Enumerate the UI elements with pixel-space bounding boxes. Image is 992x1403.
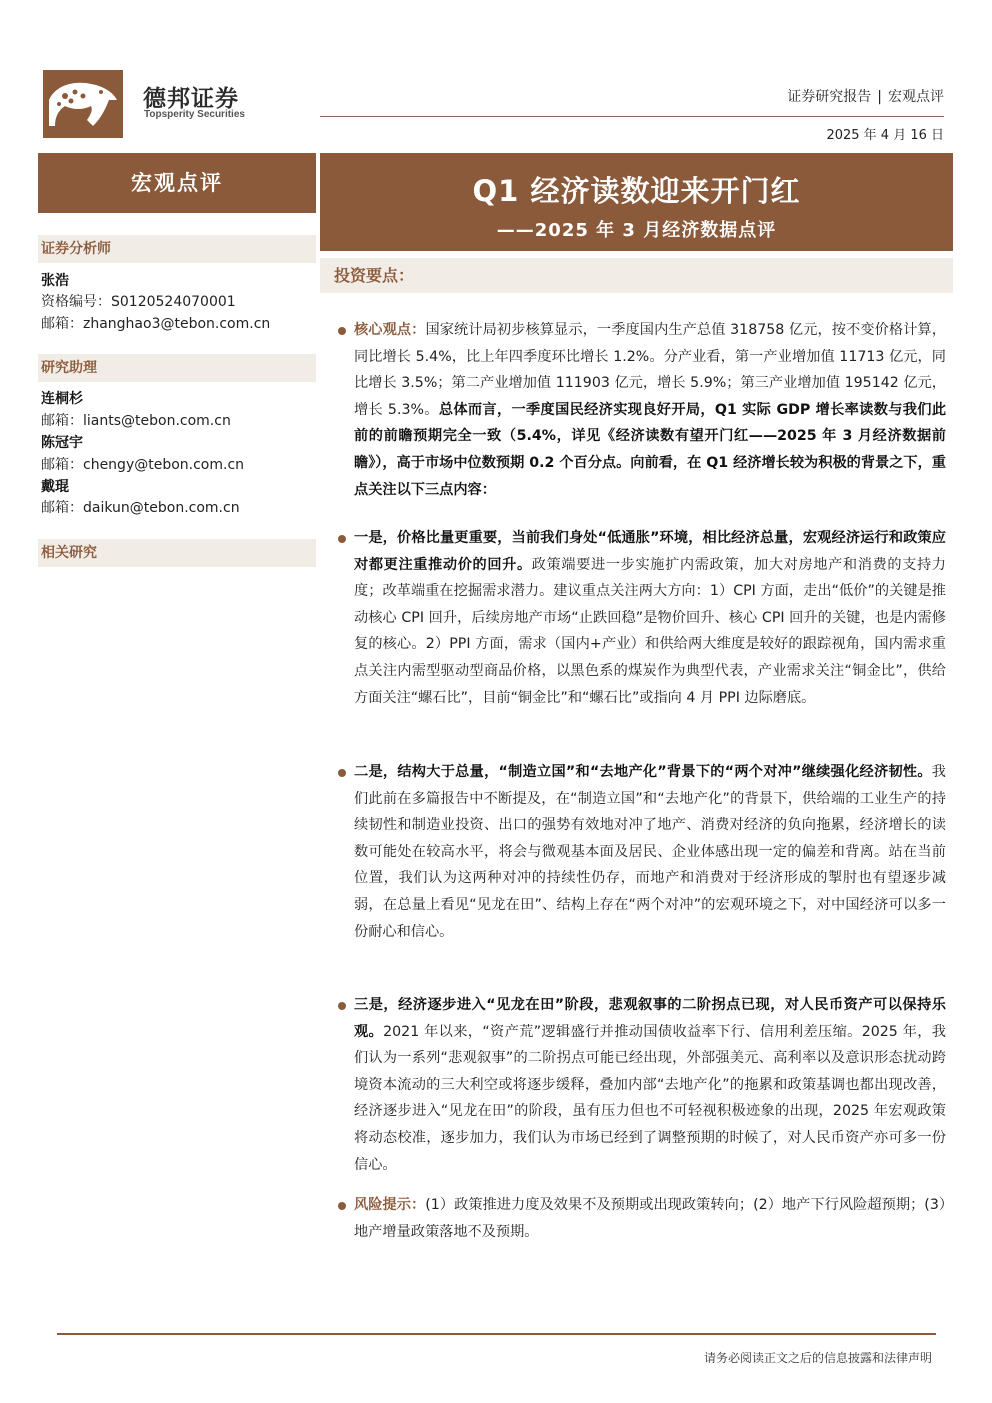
report-subtitle: ——2025 年 3 月经济数据点评 [496, 220, 777, 241]
logo-chinese-name: 德邦证券 [143, 86, 239, 112]
risk-paragraph [354, 1192, 946, 1245]
point-two-emphasis: 二是，结构大于总量，“制造立国”和“去地产化”背景下的“两个对冲”继续强化经济韧性。 [354, 764, 932, 780]
analyst-email: 邮箱：zhanghao3@tebon.com.cn [41, 316, 271, 332]
side-category-banner: 宏观点评 [38, 153, 316, 213]
assistant-email: 邮箱：chengy@tebon.com.cn [41, 457, 245, 473]
report-type-header [787, 86, 944, 106]
report-category: 宏观点评 [888, 89, 944, 105]
bullet-icon [338, 327, 346, 335]
header-separator: | [877, 89, 882, 105]
risk-text: (1）政策推进力度及效果不及预期或出现政策转向；(2）地产下行风险超预期；(3）地产增量政策落地不及预期。 [354, 1197, 946, 1240]
assistant-name: 连桐杉 [41, 391, 83, 407]
disclaimer-notice: 请务必阅读正文之后的信息披露和法律声明 [703, 1351, 932, 1365]
point-three-emphasis: 三是，经济逐步进入“见龙在田”阶段，悲观叙事的二阶拐点已现，对人民币资产可以保持乐观。 [354, 997, 946, 1040]
company-logo [43, 70, 253, 138]
assistant-name: 陈冠宇 [41, 435, 83, 451]
leopard-logo-icon [43, 70, 123, 138]
point-two-paragraph [354, 759, 946, 945]
bullet-icon [338, 769, 346, 777]
assistant-name: 戴琨 [41, 479, 69, 495]
core-view-paragraph [354, 317, 946, 503]
analyst-section-label: 证券分析师 [38, 235, 316, 263]
related-research-label: 相关研究 [38, 539, 316, 567]
title-banner [320, 153, 953, 251]
investment-points-heading: 投资要点： [320, 258, 953, 293]
risk-label: 风险提示： [354, 1197, 426, 1213]
analyst-name: 张浩 [41, 273, 69, 289]
header-divider [320, 116, 944, 117]
report-title: Q1 经济读数迎来开门红 [472, 174, 801, 208]
point-one-text: 政策端要进一步实施扩内需政策，加大对房地产和消费的支持力度；改革端重在挖掘需求潜力。建议重点关注两大方向：1）CPI 方面，走出“低价”的关键是推动核心 CPI 回升，后续房地产市场“止跌回稳”是物价回升、核心 CPI 回升的关键，也是内需修复的核心。2）PPI 方面，需求（国内+产业）和供给两大维度是较好的跟踪视角，国内需求重点关注内需型驱动型商品价格，以黑色系的煤炭作为典型代表，产业需求关注“铜金比”，供给方面关注“螺石比”，目前“铜金比”和“螺石比”或指向 4 月 PPI 边际磨底。 [354, 556, 946, 706]
report-type: 证券研究报告 [787, 89, 872, 105]
logo-english-name: Topsperity Securities [144, 109, 245, 120]
footer-divider [57, 1333, 936, 1335]
core-view-label: 核心观点： [354, 322, 426, 338]
point-three-text: 2021 年以来，“资产荒”逻辑盛行并推动国债收益率下行、信用利差压缩。2025 年，我们认为一系列“悲观叙事”的二阶拐点可能已经出现，外部强美元、高利率以及意识形态扰动跨境资本流动的三大利空或将逐步缓释，叠加内部“去地产化”的拖累和政策基调也都出现改善，经济逐步进入“见龙在田”的阶段，虽有压力但也不可轻视积极迹象的出现，2025 年宏观政策将动态校准，逐步加力，我们认为市场已经到了调整预期的时候了，对人民币资产亦可多一份信心。 [354, 1023, 946, 1173]
assistant-email: 邮箱：daikun@tebon.com.cn [41, 500, 240, 516]
point-one-paragraph [354, 525, 946, 711]
report-date: 2025 年 4 月 16 日 [826, 128, 944, 143]
point-two-text: 我们此前在多篇报告中不断提及，在“制造立国”和“去地产化”的背景下，供给端的工业生产的持续韧性和制造业投资、出口的强势有效地对冲了地产、消费对经济的负向拖累，经济增长的读数可能处在较高水平，将会与微观基本面及居民、企业体感出现一定的偏差和背离。站在当前位置，我们认为这两种对冲的持续性仍存，而地产和消费对于经济形成的掣肘也有望逐步减弱，在总量上看见“见龙在田”、结构上存在“两个对冲”的宏观环境之下，对中国经济可以多一份耐心和信心。 [354, 764, 946, 940]
core-view-text: 国家统计局初步核算显示，一季度国内生产总值 318758 亿元，按不变价格计算，同比增长 5.4%，比上年四季度环比增长 1.2%。分产业看，第一产业增加值 11713 亿元，同比增长 3.5%；第二产业增加值 111903 亿元，增长 5.9%；第三产业增加值 195142 亿元，增长 5.3%。 [354, 322, 946, 418]
assistant-email: 邮箱：liants@tebon.com.cn [41, 413, 231, 429]
core-view-emphasis: 总体而言，一季度国民经济实现良好开局，Q1 实际 GDP 增长率读数与我们此前的前瞻预期完全一致（5.4%，详见《经济读数有望开门红——2025 年 3 月经济数据前瞻》），高于市场中位数预期 0.2 个百分点。向前看，在 Q1 经济增长较为积极的背景之下，重点关注以下三点内容： [354, 401, 947, 498]
bullet-icon [338, 1202, 346, 1210]
assistant-section-label: 研究助理 [38, 354, 316, 382]
point-one-emphasis: 一是，价格比量更重要，当前我们身处“低通胀”环境，相比经济总量，宏观经济运行和政策应对都更注重推动价的回升。 [354, 530, 946, 573]
analyst-cert: 资格编号：S0120524070001 [41, 294, 236, 310]
bullet-icon [338, 1002, 346, 1010]
point-three-paragraph [354, 992, 946, 1178]
bullet-icon [338, 535, 346, 543]
